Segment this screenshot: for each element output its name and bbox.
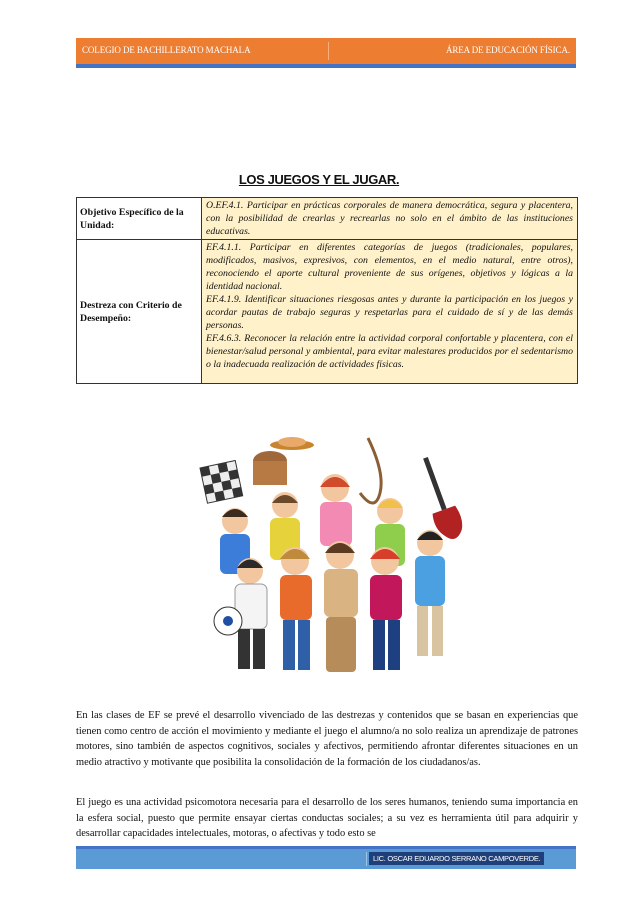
- paragraph-1: En las clases de EF se prevé el desarrollo vivenciado de las destrezas y contenidos que se basan en experiencias que tienen como centro de acción el movimiento y mediante el juego el alumno/a no solo realiza un aprendizaje de patrones motores, sino también de aspectos cognitivos, sociales y afectivos, permitiendo afrontar diferentes situaciones en un medio atractivo y motivante que posibilita la consolidación de la formación de los ciudadanos/as.: [76, 710, 578, 768]
- skill-ef-4-1-1: EF.4.1.1. Participar en diferentes categorías de juegos (tradicionales, populares, modificados, masivos, expresivos, con elementos, en el medio natural, entre otros), reconociendo el aporte cultural proveniente de sus orígenes, objetivos y lógicas a la identidad nacional.: [206, 242, 573, 292]
- skill-ef-4-1-9: EF.4.1.9. Identificar situaciones riesgosas antes y durante la participación en los juegos y acordar pautas de trabajo seguras y respetarlas para el cuidado de sí y de las demás personas.: [206, 294, 573, 331]
- kids-group: [214, 474, 445, 672]
- skills-label: Destreza con Criterio de Desempeño:: [77, 240, 202, 384]
- page-header: [76, 38, 576, 68]
- kid: [415, 530, 445, 656]
- objective-label: Objetivo Específico de la Unidad:: [77, 198, 202, 240]
- kid: [320, 474, 352, 546]
- children-playing-illustration: [190, 433, 470, 678]
- objectives-table: [76, 197, 578, 384]
- teacher-name: LIC. OSCAR EDUARDO SERRANO CAMPOVERDE.: [369, 852, 544, 865]
- objective-value: O.EF.4.1. Participar en prácticas corporales de manera democrática, segura y placentera, con la posibilidad de crearlas y recrearlas no solo en el ámbito de las instituciones educativas.: [202, 198, 578, 240]
- jump-rope-icon: [360, 438, 381, 503]
- page-footer: [76, 846, 576, 869]
- guitar-icon: [412, 453, 467, 543]
- kid: [324, 541, 358, 672]
- skills-row: [77, 240, 578, 384]
- paragraph-2: El juego es una actividad psicomotora necesaria para el desarrollo de los seres humanos, teniendo suma importancia en la esfera social, puesto que permite ensayar ciertas conductas sociales; a su vez es herramienta útil para adquirir y desarrollar capacidades intelectuales, motoras, o afectivas y todo esto se: [76, 797, 578, 839]
- skill-ef-4-6-3: EF.4.6.3. Reconocer la relación entre la actividad corporal confortable y placentera, con el bienestar/salud personal y ambiental, para evitar malestares producidos por el sedentarismo o la inadecuada realización de actividades físicas.: [206, 333, 573, 370]
- header-divider: [328, 42, 329, 60]
- kid: [370, 547, 402, 670]
- objective-row: [77, 198, 578, 240]
- area-name: ÁREA DE EDUCACIÓN FÍSICA.: [445, 45, 570, 55]
- school-name: COLEGIO DE BACHILLERATO MACHALA: [82, 45, 251, 55]
- soccer-ball-icon: [214, 607, 242, 635]
- tray-icon: [270, 437, 314, 450]
- document-title: LOS JUEGOS Y EL JUGAR.: [238, 172, 400, 187]
- footer-divider: [366, 852, 367, 866]
- skills-value: [202, 240, 578, 384]
- basket-icon: [253, 451, 287, 485]
- chessboard-icon: [200, 461, 243, 504]
- kid: [280, 547, 312, 670]
